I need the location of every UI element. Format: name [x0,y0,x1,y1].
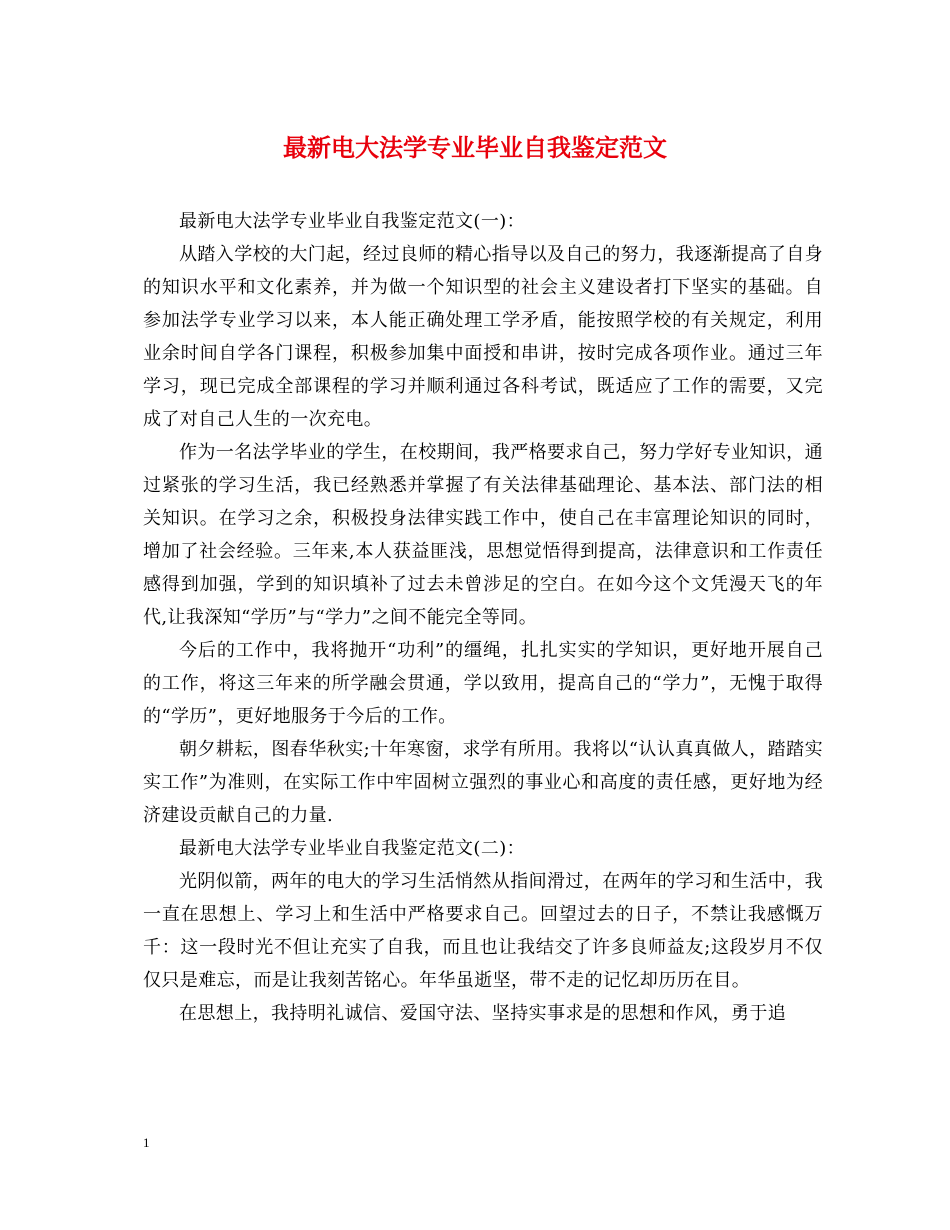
document-body [143,205,823,1030]
paragraph: 今后的工作中，我将抛开“功利”的缰绳，扎扎实实的学知识，更好地开展自己的工作，将这三年来的所学融会贯通，学以致用，提高自己的“学力”，无愧于取得的“学历”，更好地服务于今后的工作。 [143,640,823,727]
paragraph: 朝夕耕耘，图春华秋实;十年寒窗，求学有所用。我将以“认认真真做人，踏踏实实工作”为准则，在实际工作中牢固树立强烈的事业心和高度的责任感，更好地为经济建设贡献自己的力量. [143,739,823,826]
paragraph: 作为一名法学毕业的学生，在校期间，我严格要求自己，努力学好专业知识，通过紧张的学习生活，我已经熟悉并掌握了有关法律基础理论、基本法、部门法的相关知识。在学习之余，积极投身法律实践工作中，使自己在丰富理论知识的同时，增加了社会经验。三年来,本人获益匪浅，思想觉悟得到提高，法律意识和工作责任感得到加强，学到的知识填补了过去未曾涉足的空白。在如今这个文凭漫天飞的年代,让我深知“学历”与“学力”之间不能完全等同。 [143,442,823,628]
page-number: 1 [143,1135,150,1150]
paragraph: 在思想上，我持明礼诚信、爱国守法、坚持实事求是的思想和作风，勇于追 [179,1003,787,1024]
section-heading-1: 最新电大法学专业毕业自我鉴定范文(一)： [179,211,526,232]
paragraph: 光阴似箭，两年的电大的学习生活悄然从指间滑过，在两年的学习和生活中，我一直在思想上、学习上和生活中严格要求自己。回望过去的日子，不禁让我感慨万千：这一段时光不但让充实了自我，而且也让我结交了许多良师益友;这段岁月不仅仅只是难忘，而是让我刻苦铭心。年华虽逝坚，带不走的记忆却历历在目。 [143,871,823,991]
paragraph: 从踏入学校的大门起，经过良师的精心指导以及自己的努力，我逐渐提高了自身的知识水平和文化素养，并为做一个知识型的社会主义建设者打下坚实的基础。自参加法学专业学习以来，本人能正确处理工学矛盾，能按照学校的有关规定，利用业余时间自学各门课程，积极参加集中面授和串讲，按时完成各项作业。通过三年学习，现已完成全部课程的学习并顺利通过各科考试，既适应了工作的需要，又完成了对自己人生的一次充电。 [143,244,823,430]
document-title: 最新电大法学专业毕业自我鉴定范文 [283,134,667,162]
section-heading-2: 最新电大法学专业毕业自我鉴定范文(二)： [179,838,526,859]
